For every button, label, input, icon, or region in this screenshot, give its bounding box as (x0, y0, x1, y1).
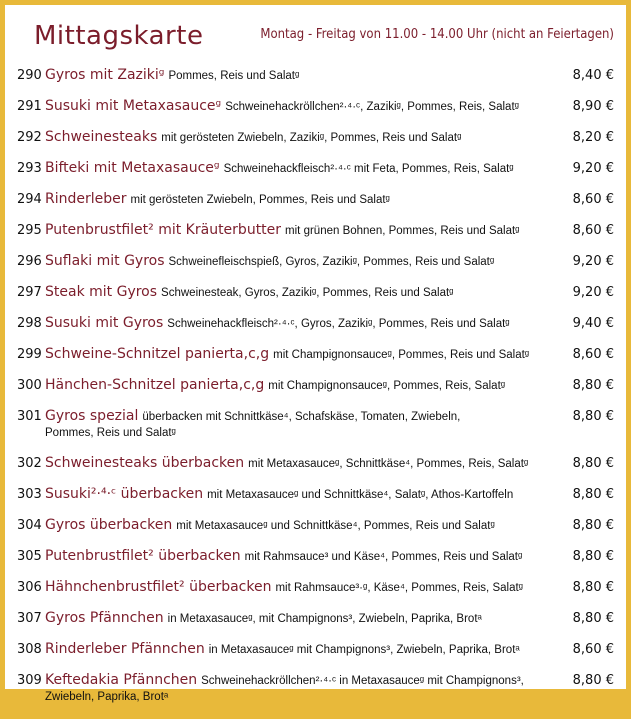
item-text (45, 67, 565, 84)
item-description: mit Champignonsauceᵍ, Pommes, Reis und Salatᵍ (273, 349, 530, 361)
item-name: Suflaki mit Gyros (45, 253, 165, 269)
item-name: Bifteki mit Metaxasauceᵍ (45, 160, 220, 176)
item-text (45, 408, 565, 441)
item-text (45, 610, 565, 627)
item-price: 8,80 € (572, 518, 614, 533)
menu-item (5, 67, 626, 98)
item-name: Hähnchenbrustfilet² überbacken (45, 579, 272, 595)
item-name: Keftedakia Pfännchen (45, 672, 198, 688)
menu-item (5, 672, 626, 719)
menu-title: Mittagskarte (34, 21, 204, 51)
item-price: 8,60 € (572, 223, 614, 238)
item-number: 300 (17, 378, 42, 393)
item-name: Schweinesteaks überbacken (45, 455, 245, 471)
menu-item (5, 253, 626, 284)
item-name: Gyros spezial (45, 408, 139, 424)
menu-card (5, 5, 626, 703)
menu-item (5, 641, 626, 672)
item-text (45, 98, 565, 115)
menu-item (5, 222, 626, 253)
menu-item (5, 315, 626, 346)
item-description: mit grünen Bohnen, Pommes, Reis und Salatᵍ (285, 225, 520, 237)
item-name: Putenbrustfilet² überbacken (45, 548, 241, 564)
item-text (45, 191, 565, 208)
item-description: Schweinehackröllchen²·⁴·ᶜ, Zazikiᵍ, Pommes, Reis, Salatᵍ (225, 101, 519, 113)
item-price: 8,90 € (572, 99, 614, 114)
menu-item (5, 610, 626, 641)
item-number: 297 (17, 285, 42, 300)
menu-item (5, 98, 626, 129)
item-number: 292 (17, 130, 42, 145)
item-description: mit Champignonsauceᵍ, Pommes, Reis, Salatᵍ (268, 380, 506, 392)
item-description-line2: Zwiebeln, Paprika, Brotᵃ (45, 691, 169, 703)
item-description: Schweinefleischspieß, Gyros, Zazikiᵍ, Pommes, Reis und Salatᵍ (168, 256, 495, 268)
item-number: 305 (17, 549, 42, 564)
item-description: Schweinehackfleisch²·⁴·ᶜ mit Feta, Pommes, Reis, Salatᵍ (223, 163, 514, 175)
item-name: Rinderleber (45, 191, 127, 207)
item-number: 301 (17, 409, 42, 424)
item-number: 306 (17, 580, 42, 595)
item-price: 8,60 € (572, 192, 614, 207)
item-price: 9,20 € (572, 254, 614, 269)
item-text (45, 346, 565, 363)
menu-item (5, 377, 626, 408)
item-number: 309 (17, 673, 42, 688)
item-price: 8,80 € (572, 580, 614, 595)
item-name: Gyros Pfännchen (45, 610, 164, 626)
menu-item (5, 284, 626, 315)
item-number: 308 (17, 642, 42, 657)
menu-item (5, 486, 626, 517)
item-description: mit Rahmsauce³ und Käse⁴, Pommes, Reis und Salatᵍ (244, 551, 523, 563)
item-text (45, 517, 565, 534)
item-number: 290 (17, 68, 42, 83)
item-number: 303 (17, 487, 42, 502)
menu-item (5, 129, 626, 160)
item-text (45, 160, 565, 177)
item-number: 302 (17, 456, 42, 471)
item-description: Schweinehackfleisch²·⁴·ᶜ, Gyros, Zazikiᵍ, Pommes, Reis und Salatᵍ (167, 318, 510, 330)
menu-item (5, 579, 626, 610)
item-number: 293 (17, 161, 42, 176)
item-text (45, 253, 565, 270)
item-price: 8,60 € (572, 347, 614, 362)
item-description: mit gerösteten Zwiebeln, Zazikiᵍ, Pommes, Reis und Salatᵍ (161, 132, 462, 144)
menu-item (5, 517, 626, 548)
menu-item (5, 346, 626, 377)
item-name: Susuki²·⁴·ᶜ überbacken (45, 486, 204, 502)
item-price: 8,80 € (572, 549, 614, 564)
item-description: in Metaxasauceᵍ mit Champignons³, Zwiebeln, Paprika, Brotᵃ (208, 644, 520, 656)
item-text (45, 455, 565, 472)
item-text (45, 129, 565, 146)
opening-hours: Montag - Freitag von 11.00 - 14.00 Uhr (nicht an Feiertagen) (260, 27, 614, 42)
item-name: Schweinesteaks (45, 129, 158, 145)
item-name: Schweine-Schnitzel panierta,c,g (45, 346, 270, 362)
item-description: in Metaxasauceᵍ, mit Champignons³, Zwiebeln, Paprika, Brotᵃ (167, 613, 482, 625)
item-price: 9,20 € (572, 161, 614, 176)
item-description: mit Rahmsauce³·ᵍ, Käse⁴, Pommes, Reis, Salatᵍ (275, 582, 523, 594)
menu-item (5, 455, 626, 486)
item-price: 8,80 € (572, 673, 614, 688)
menu-item (5, 548, 626, 579)
item-text (45, 672, 565, 705)
item-name: Steak mit Gyros (45, 284, 158, 300)
menu-header (5, 5, 626, 60)
item-price: 8,80 € (572, 487, 614, 502)
item-description: mit gerösteten Zwiebeln, Pommes, Reis und Salatᵍ (130, 194, 390, 206)
item-number: 294 (17, 192, 42, 207)
item-price: 8,80 € (572, 611, 614, 626)
item-text (45, 284, 565, 301)
item-text (45, 641, 565, 658)
item-number: 307 (17, 611, 42, 626)
item-price: 9,40 € (572, 316, 614, 331)
item-description: Pommes, Reis und Salatᵍ (168, 70, 300, 82)
item-description: mit Metaxasauceᵍ und Schnittkäse⁴, Pommes, Reis und Salatᵍ (176, 520, 495, 532)
item-price: 8,80 € (572, 409, 614, 424)
item-description: mit Metaxasauceᵍ und Schnittkäse⁴, Salatᵍ, Athos-Kartoffeln (207, 489, 514, 501)
item-name: Susuki mit Metaxasauceᵍ (45, 98, 222, 114)
menu-list (5, 67, 626, 719)
item-number: 296 (17, 254, 42, 269)
item-name: Gyros mit Zazikiᵍ (45, 67, 165, 83)
item-number: 291 (17, 99, 42, 114)
item-text (45, 548, 565, 565)
item-number: 299 (17, 347, 42, 362)
item-price: 8,80 € (572, 378, 614, 393)
item-text (45, 579, 565, 596)
item-number: 298 (17, 316, 42, 331)
item-name: Hänchen-Schnitzel panierta,c,g (45, 377, 265, 393)
menu-item (5, 191, 626, 222)
item-description: mit Metaxasauceᵍ, Schnittkäse⁴, Pommes, Reis, Salatᵍ (248, 458, 529, 470)
item-name: Gyros überbacken (45, 517, 173, 533)
item-text (45, 486, 565, 503)
item-name: Putenbrustfilet² mit Kräuterbutter (45, 222, 282, 238)
item-price: 9,20 € (572, 285, 614, 300)
item-price: 8,80 € (572, 456, 614, 471)
menu-item (5, 160, 626, 191)
menu-item (5, 408, 626, 455)
item-text (45, 222, 565, 239)
item-name: Rinderleber Pfännchen (45, 641, 205, 657)
item-name: Susuki mit Gyros (45, 315, 164, 331)
item-price: 8,40 € (572, 68, 614, 83)
item-description: überbacken mit Schnittkäse⁴, Schafskäse, Tomaten, Zwiebeln, (142, 411, 461, 423)
item-text (45, 315, 565, 332)
item-number: 304 (17, 518, 42, 533)
item-text (45, 377, 565, 394)
item-description: Schweinehackröllchen²·⁴·ᶜ in Metaxasauceᵍ mit Champignons³, (201, 675, 524, 687)
item-description: Schweinesteak, Gyros, Zazikiᵍ, Pommes, Reis und Salatᵍ (161, 287, 454, 299)
item-number: 295 (17, 223, 42, 238)
item-price: 8,60 € (572, 642, 614, 657)
item-price: 8,20 € (572, 130, 614, 145)
item-description-line2: Pommes, Reis und Salatᵍ (45, 427, 176, 439)
